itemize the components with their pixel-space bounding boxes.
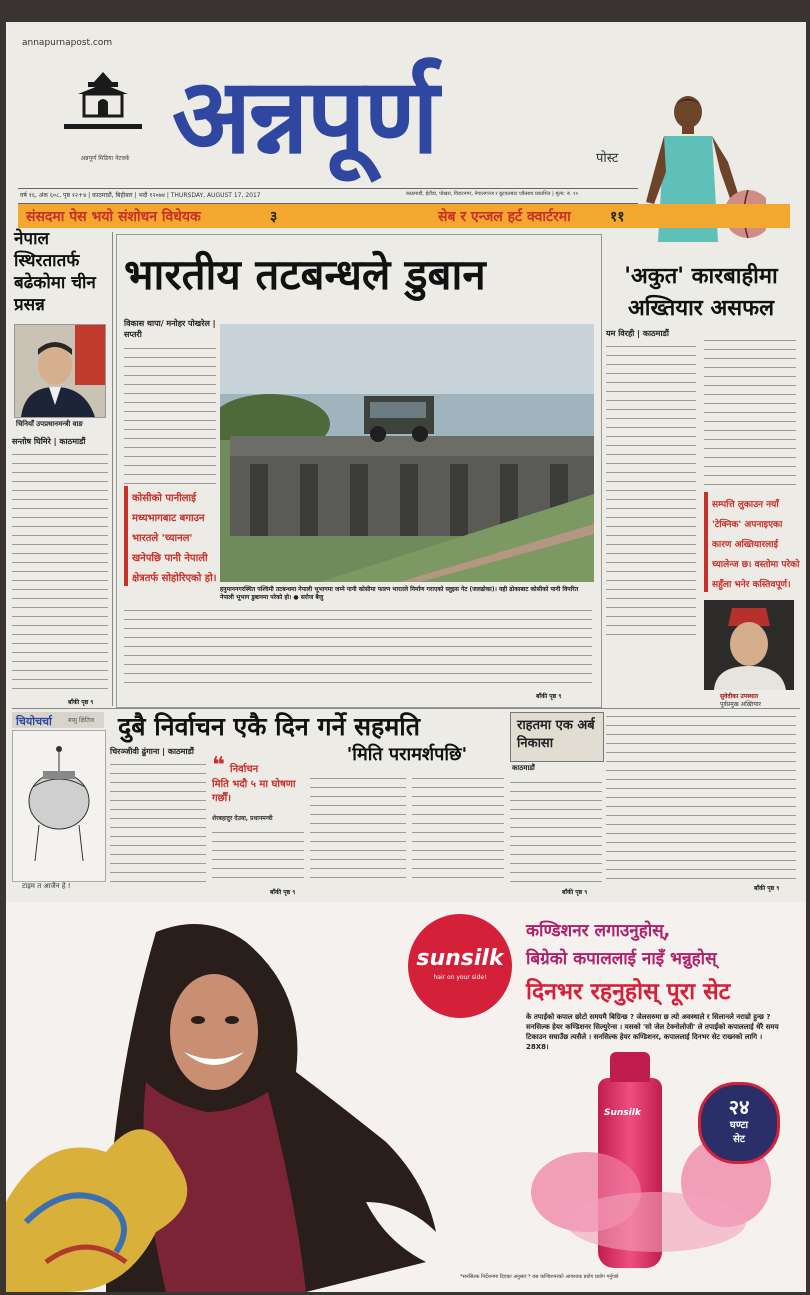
china-photo bbox=[14, 324, 106, 418]
flood-photo bbox=[220, 324, 594, 582]
flood-pullquote-text: कोसीको पानीलाई मध्यभागबाट बगाउन भारतले 'च्यानल' खनेपछि पानी नेपाली क्षेत्रतर्फ सोहोरिएको हो। bbox=[132, 493, 217, 584]
election-headline[interactable]: दुबै निर्वाचन एकै दिन गर्ने सहमति bbox=[118, 712, 420, 741]
ad-headline-3: दिनभर रहनुहोस् पूरा सेट bbox=[526, 979, 731, 1005]
relief-byline: काठमाडौं bbox=[512, 764, 535, 772]
akut-photo-name: सुवेदीका उपस्थात bbox=[720, 693, 759, 700]
teaser-bar bbox=[18, 204, 790, 228]
flood-body-text-2 bbox=[124, 606, 592, 688]
teaser-left[interactable]: संसदमा पेस भयो संशोधन विधेयक bbox=[26, 209, 201, 225]
election-body-col1 bbox=[110, 760, 206, 888]
cartoon-subtitle: बासु क्षितिज bbox=[68, 717, 95, 724]
cartoon-caption: टाइम त आजैन हे ! bbox=[22, 882, 71, 890]
quote-mark-icon: ❝ bbox=[212, 753, 225, 778]
china-headline[interactable]: नेपाल स्थिरतातर्फ बढेकोमा चीन प्रसन्न bbox=[14, 229, 96, 315]
boy-basketball-image bbox=[636, 92, 766, 252]
24hr-badge bbox=[698, 1082, 780, 1164]
masthead-suffix: पोस्ट bbox=[596, 151, 619, 166]
ad-fine-print: *सनसिल्क निर्देशनमा दिएका अनुसार * यस कण्डिशनरको आवश्यक प्रयोग प्रयोग गर्नुपर्छ bbox=[460, 1274, 619, 1280]
election-quote-name: शेरबहादुर देउवा, प्रधानमन्त्री bbox=[212, 815, 273, 822]
sunsilk-logo[interactable] bbox=[408, 914, 512, 1018]
election-body-col4 bbox=[412, 774, 504, 884]
election-body-col2 bbox=[212, 828, 304, 886]
teaser-right-page: ११ bbox=[610, 209, 625, 225]
china-body-text bbox=[12, 450, 108, 694]
flood-headline[interactable]: भारतीय तटबन्धले डुबान bbox=[124, 250, 486, 299]
election-quote-box bbox=[212, 753, 302, 806]
china-byline: सन्तोष घिमिरे | काठमाडौं bbox=[12, 437, 86, 446]
akut-photo-role: पूर्वप्रमुख अख्तियार bbox=[720, 701, 761, 708]
dateline-left: वर्ष १६, अंक ६०८, पृष्ठ १२+४ | काठमाडौं, बिहीबार | भदौ १२०७४ | THURSDAY, AUGUST 17, 2017 bbox=[20, 192, 261, 199]
ad-headline-2: बिग्रेको कपाललाई नाइँ भन्नुहोस् bbox=[526, 949, 717, 969]
election-quote-text: मिति भदौ ५ मा घोषणा गर्छौं। bbox=[212, 779, 296, 804]
site-url[interactable]: annapurnapost.com bbox=[22, 38, 113, 48]
masthead-title: अन्नपूर्ण bbox=[172, 54, 438, 177]
bottle-label: Sunsilk bbox=[604, 1108, 641, 1118]
relief-body-text bbox=[510, 778, 602, 888]
cartoon-drawing bbox=[12, 730, 106, 882]
dateline-right: काठमाडौं, हेटौंडा, पोखरा, विराटनगर, नेपालगञ्ज र बुटवलबाट एकैसाथ प्रकाशित | मूल्य: रु. १० bbox=[406, 191, 579, 197]
badge-line-1: घण्टा bbox=[729, 1120, 749, 1131]
election-byline: चिरञ्जीवी ढुंगाना | काठमाडौं bbox=[110, 747, 194, 756]
section-rule bbox=[12, 708, 800, 709]
sunsilk-brand: sunsilk bbox=[416, 946, 504, 971]
akut-pullquote-text: सम्पत्ति लुकाउन नयाँ 'टेक्निक' अपनाइएका कारण अख्तियारलाई च्यालेन्ज छ। वस्तोमा परेको सहुँला भनेर कस्तिवपूर्ण। bbox=[712, 500, 800, 590]
cartoon-title: चियोचर्चा bbox=[16, 715, 52, 728]
sunsilk-ad bbox=[6, 902, 806, 1292]
election-subhead: 'मिति परामर्शपछि' bbox=[346, 744, 468, 765]
akut-pullquote bbox=[704, 492, 804, 592]
sunsilk-brand-tag: hair on your side! bbox=[433, 974, 487, 981]
flood-byline: विकास थापा/ मनोहर पोखरेल | सप्तरी bbox=[124, 319, 216, 339]
masthead-tagline: अन्नपूर्ण मिडिया नेटवर्क bbox=[80, 155, 130, 162]
ad-body-text: के तपाईंको कपाल छोटो समयमै बिग्रिन्छ ? जेलसरुमा छ त्यो अवस्थाले र सिलानले नराम्रो हुन्छ ? सनसिल्क हेयर कण्डिशनर सिल्युरेन्स । यसको 'सो जेल टेक्नोलोजी' ले तपाईंको कपाललाई धेरै समय टिकाउन सघाउँछ त्यसैले । सनसिल्क हेयर कण्डिशनर, कपाललाई दिनभर सेट राख्नको लागि । 28X8। bbox=[526, 1013, 779, 1051]
akut-body-col3 bbox=[606, 712, 796, 880]
election-continued[interactable]: बाँकी पृष्ठ ९ bbox=[270, 889, 296, 896]
flood-pullquote bbox=[124, 486, 224, 586]
column-rule bbox=[112, 232, 113, 706]
akut-photo bbox=[704, 600, 794, 690]
akut-body-col2 bbox=[704, 336, 796, 486]
relief-box bbox=[510, 712, 604, 762]
dateline-bar bbox=[18, 188, 638, 204]
badge-line-2: सेट bbox=[733, 1134, 745, 1145]
newspaper-page bbox=[6, 22, 806, 1292]
relief-continued[interactable]: बाँकी पृष्ठ ९ bbox=[562, 889, 588, 896]
teaser-right[interactable]: सेब र एन्जल हर्ट क्वार्टरमा bbox=[438, 209, 571, 225]
china-continued[interactable]: बाँकी पृष्ठ ९ bbox=[68, 699, 94, 706]
akut-continued[interactable]: बाँकी पृष्ठ ९ bbox=[754, 885, 780, 892]
election-body-col3 bbox=[310, 774, 406, 884]
flood-body-text-1 bbox=[124, 344, 216, 484]
teaser-left-page: ३ bbox=[270, 209, 278, 225]
bottle-cap bbox=[610, 1052, 650, 1082]
election-quote-label: निर्वाचन bbox=[230, 764, 259, 775]
flood-continued[interactable]: बाँकी पृष्ठ ९ bbox=[536, 693, 562, 700]
akut-byline: यम विरही | काठमाडौं bbox=[606, 329, 669, 338]
relief-headline[interactable]: राहतमा एक अर्ब निकासा bbox=[517, 718, 595, 751]
temple-logo-icon bbox=[58, 70, 148, 150]
akut-body-col1 bbox=[606, 342, 696, 642]
akut-headline[interactable]: 'अकुत' कारबाहीमा अख्तियार असफल bbox=[624, 263, 778, 321]
badge-number: २४ bbox=[728, 1095, 750, 1119]
flood-photo-caption: हनुमाननगरस्थित पश्चिमी तटबन्धमा नेपाली भूभागमा जम्ने पानी कोसीमा फाल्न भारतले निर्माण गराएको स्लुइस गेट (जलढोका)। यही ढोकाबाट कोसीको पानी विपरित नेपाली भूभाग डुबानमा परेको हो। ● सरोज बैजु bbox=[220, 586, 579, 601]
cartoon-header bbox=[12, 712, 104, 728]
model-image bbox=[6, 902, 476, 1292]
china-caption: चिनियाँ उपप्रधानमन्त्री वाङ bbox=[16, 420, 83, 428]
ad-headline-1: कण्डिशनर लगाउनुहोस्, bbox=[526, 921, 671, 941]
